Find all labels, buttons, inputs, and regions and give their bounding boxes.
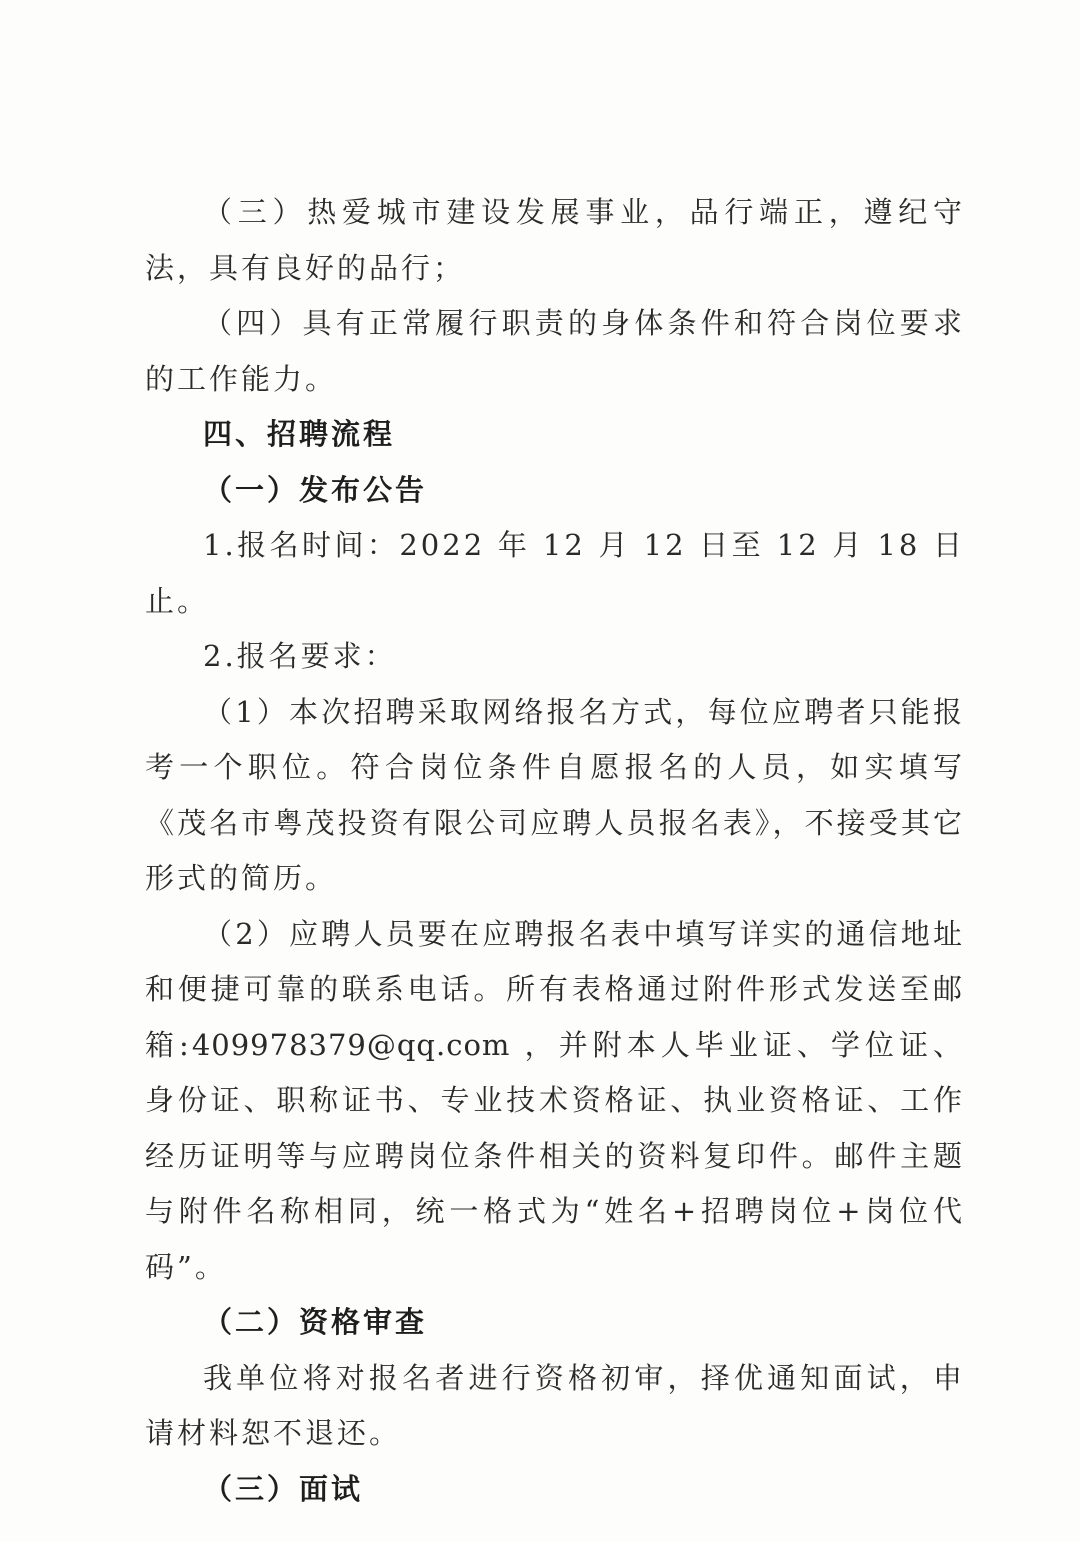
subsection-title-qualification-review: （二）资格审查 bbox=[203, 1305, 428, 1339]
paragraph-review: 我单位将对报名者进行资格初审，择优通知面试，申请材料恕不退还。 bbox=[145, 1360, 965, 1450]
requirement-online-registration: （1）本次招聘采取网络报名方式，每位应聘者只能报考一个职位。符合岗位条件自愿报名的人员，如实填写《茂名市粤茂投资有限公司应聘人员报名表》，不接受其它形式的简历。 bbox=[145, 694, 965, 895]
subsection-title-announcement: （一）发布公告 bbox=[203, 472, 428, 507]
requirement-contact-text-1: （2）应聘人员要在应聘报名表中填写详实的通信地址和便捷可靠的联系电话。所有表格通过附件形式发送至邮箱: bbox=[145, 916, 965, 1062]
paragraph-ability: （四）具有正常履行职责的身体条件和符合岗位要求的工作能力。 bbox=[145, 306, 965, 396]
section-title-recruitment-process: 四、招聘流程 bbox=[203, 417, 396, 451]
document-body bbox=[145, 185, 965, 1517]
item-registration-requirements: 2.报名要求： bbox=[203, 639, 397, 673]
subsection-title-interview: （三）面试 bbox=[203, 1471, 364, 1506]
email-address: 409978379@qq.com bbox=[191, 1027, 511, 1062]
requirement-contact-info bbox=[145, 907, 965, 1296]
paragraph-conduct: （三）热爱城市建设发展事业，品行端正，遵纪守法，具有良好的品行； bbox=[145, 195, 965, 285]
requirement-contact-text-2: ，并附本人毕业证、学位证、身份证、职称证书、专业技术资格证、执业资格证、工作经历证明等与应聘岗位条件相关的资料复印件。邮件主题与附件名称相同，统一格式为“姓名+招聘岗位+岗位代码”。 bbox=[145, 1027, 965, 1284]
item-registration-time: 1.报名时间：2022 年 12 月 12 日至 12 月 18 日止。 bbox=[145, 528, 965, 618]
